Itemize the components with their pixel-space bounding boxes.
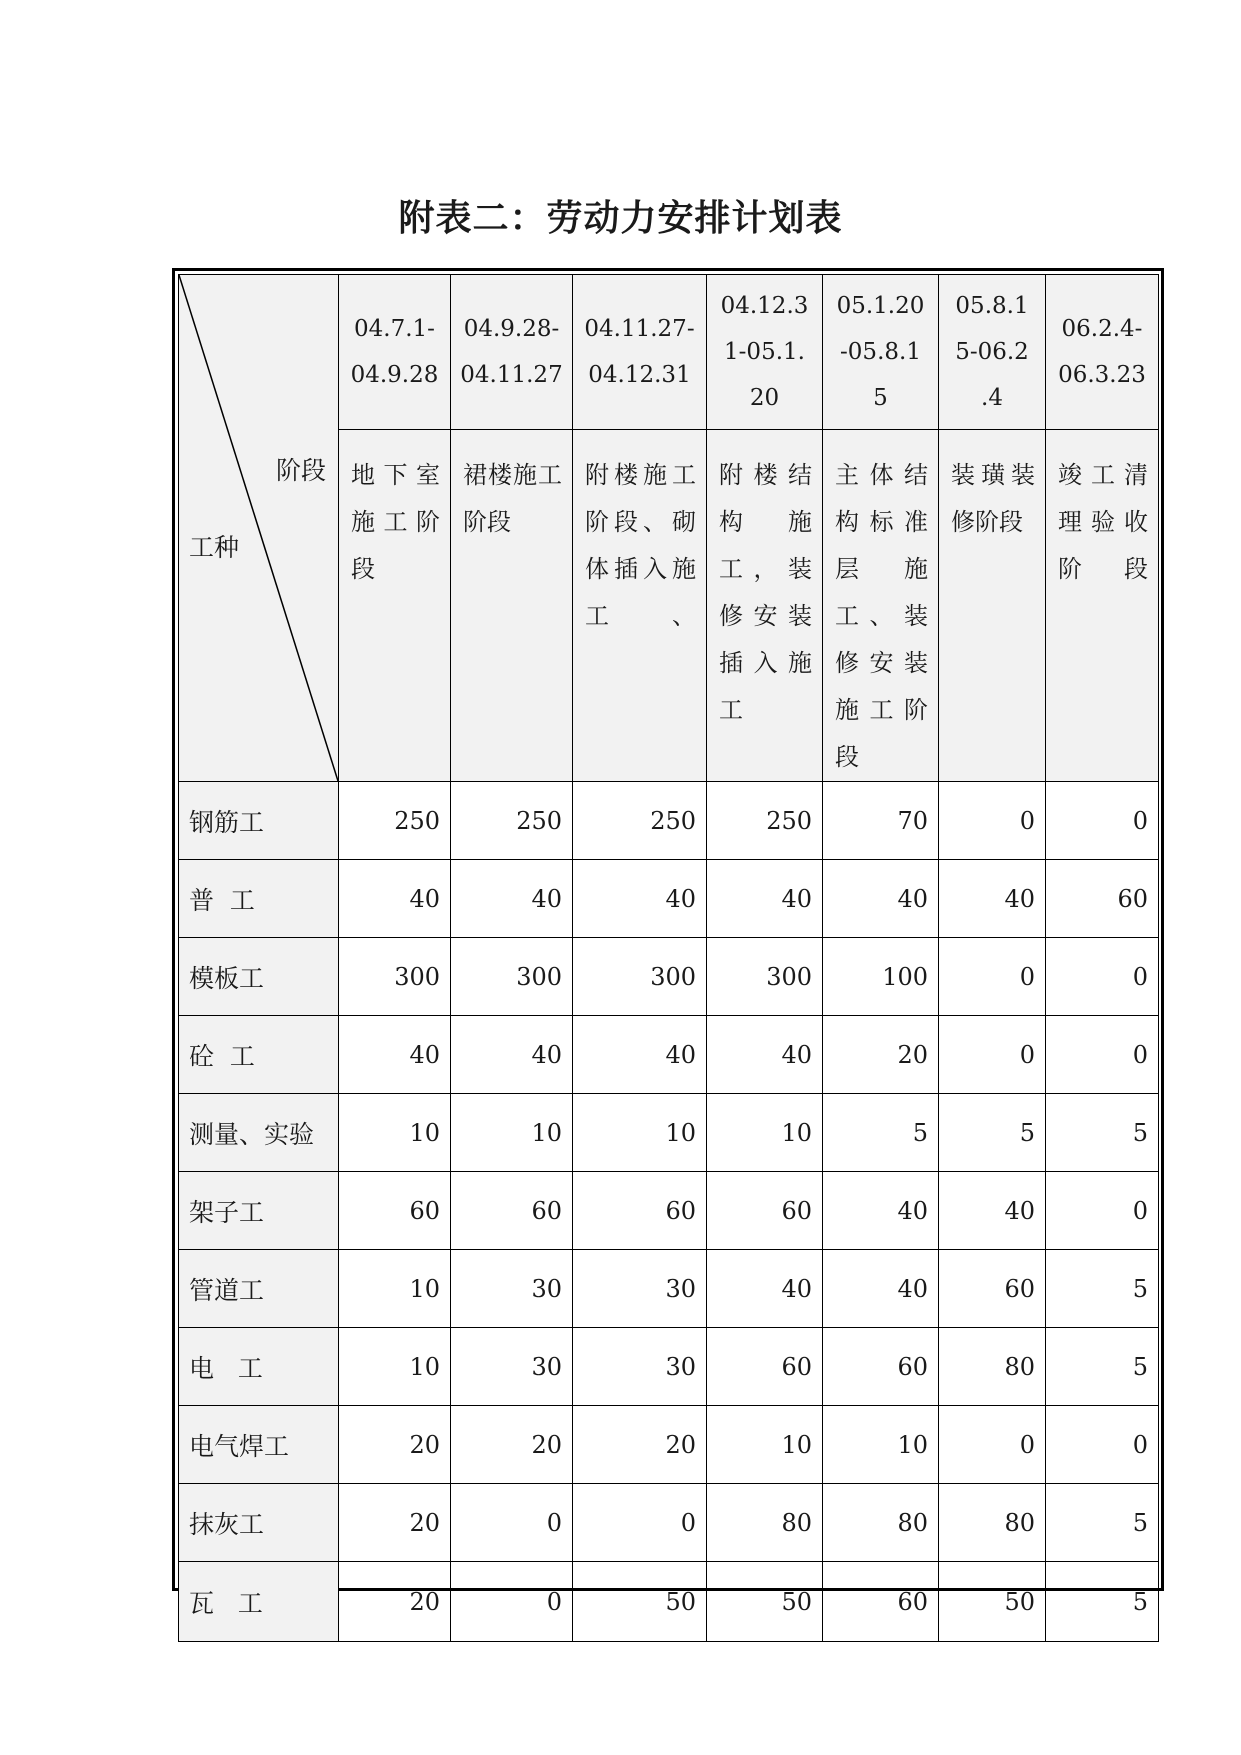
headcount-cell: 80	[707, 1484, 823, 1562]
headcount-cell: 5	[1046, 1328, 1159, 1406]
headcount-cell: 0	[1046, 938, 1159, 1016]
headcount-cell: 5	[939, 1094, 1046, 1172]
trade-name-cell: 普 工	[179, 860, 339, 938]
trade-name-cell: 测量、实验	[179, 1094, 339, 1172]
headcount-cell: 60	[707, 1172, 823, 1250]
headcount-cell: 60	[1046, 860, 1159, 938]
headcount-cell: 100	[823, 938, 939, 1016]
headcount-cell: 40	[823, 1172, 939, 1250]
headcount-cell: 30	[573, 1250, 707, 1328]
table-row	[179, 938, 1159, 1016]
headcount-cell: 250	[339, 782, 451, 860]
headcount-cell: 300	[573, 938, 707, 1016]
headcount-cell: 40	[573, 860, 707, 938]
trade-name-cell: 抹灰工	[179, 1484, 339, 1562]
trade-name-cell: 架子工	[179, 1172, 339, 1250]
headcount-cell: 0	[939, 1016, 1046, 1094]
stage-date-cell: 05.8.1 5-06.2 .4	[939, 275, 1046, 430]
headcount-cell: 300	[707, 938, 823, 1016]
table-row	[179, 1562, 1159, 1642]
headcount-cell: 10	[339, 1328, 451, 1406]
headcount-cell: 30	[451, 1250, 573, 1328]
stage-date-cell: 05.1.20 -05.8.1 5	[823, 275, 939, 430]
headcount-cell: 5	[1046, 1484, 1159, 1562]
headcount-cell: 0	[451, 1562, 573, 1642]
headcount-cell: 80	[939, 1328, 1046, 1406]
headcount-cell: 80	[823, 1484, 939, 1562]
stage-date-cell: 04.12.3 1-05.1. 20	[707, 275, 823, 430]
headcount-cell: 0	[573, 1484, 707, 1562]
headcount-cell: 40	[823, 1250, 939, 1328]
table-row	[179, 1406, 1159, 1484]
header-date-row	[179, 275, 1159, 430]
headcount-cell: 5	[1046, 1562, 1159, 1642]
stage-desc-cell: 附楼施工阶段、砌体插入施工、	[573, 430, 707, 782]
stage-desc-cell: 竣工清理验收阶段	[1046, 430, 1159, 782]
corner-trade-label: 工种	[189, 533, 240, 562]
table-row	[179, 860, 1159, 938]
headcount-cell: 70	[823, 782, 939, 860]
headcount-cell: 80	[939, 1484, 1046, 1562]
headcount-cell: 50	[573, 1562, 707, 1642]
headcount-cell: 0	[451, 1484, 573, 1562]
table-row	[179, 782, 1159, 860]
headcount-cell: 40	[451, 860, 573, 938]
headcount-cell: 0	[939, 938, 1046, 1016]
headcount-cell: 50	[939, 1562, 1046, 1642]
headcount-cell: 10	[339, 1250, 451, 1328]
headcount-cell: 300	[451, 938, 573, 1016]
labor-plan-table	[178, 274, 1159, 1642]
trade-name-cell: 瓦 工	[179, 1562, 339, 1642]
headcount-cell: 40	[707, 1250, 823, 1328]
stage-desc-cell: 主体结构标准层施工、装修安装施工阶段	[823, 430, 939, 782]
headcount-cell: 0	[1046, 1172, 1159, 1250]
headcount-cell: 60	[823, 1562, 939, 1642]
headcount-cell: 40	[573, 1016, 707, 1094]
stage-date-cell: 04.9.28- 04.11.27	[451, 275, 573, 430]
headcount-cell: 10	[707, 1406, 823, 1484]
headcount-cell: 40	[939, 1172, 1046, 1250]
headcount-cell: 30	[451, 1328, 573, 1406]
headcount-cell: 0	[1046, 1016, 1159, 1094]
headcount-cell: 5	[1046, 1094, 1159, 1172]
trade-name-cell: 钢筋工	[179, 782, 339, 860]
headcount-cell: 10	[451, 1094, 573, 1172]
headcount-cell: 40	[823, 860, 939, 938]
headcount-cell: 50	[707, 1562, 823, 1642]
headcount-cell: 20	[823, 1016, 939, 1094]
table-row	[179, 1016, 1159, 1094]
headcount-cell: 20	[339, 1406, 451, 1484]
headcount-cell: 60	[823, 1328, 939, 1406]
headcount-cell: 5	[823, 1094, 939, 1172]
headcount-cell: 40	[339, 1016, 451, 1094]
headcount-cell: 250	[573, 782, 707, 860]
table-row	[179, 1094, 1159, 1172]
headcount-cell: 250	[707, 782, 823, 860]
headcount-cell: 30	[573, 1328, 707, 1406]
headcount-cell: 300	[339, 938, 451, 1016]
table-row	[179, 1250, 1159, 1328]
headcount-cell: 40	[451, 1016, 573, 1094]
headcount-cell: 60	[707, 1328, 823, 1406]
stage-desc-cell: 地下室施工阶段	[339, 430, 451, 782]
headcount-cell: 40	[707, 860, 823, 938]
trade-name-cell: 模板工	[179, 938, 339, 1016]
headcount-cell: 60	[573, 1172, 707, 1250]
table-row	[179, 1484, 1159, 1562]
headcount-cell: 250	[451, 782, 573, 860]
headcount-cell: 10	[573, 1094, 707, 1172]
table-row	[179, 1328, 1159, 1406]
stage-date-cell: 06.2.4- 06.3.23	[1046, 275, 1159, 430]
headcount-cell: 60	[451, 1172, 573, 1250]
headcount-cell: 60	[339, 1172, 451, 1250]
headcount-cell: 5	[1046, 1250, 1159, 1328]
headcount-cell: 20	[573, 1406, 707, 1484]
headcount-cell: 20	[339, 1484, 451, 1562]
headcount-cell: 20	[339, 1562, 451, 1642]
stage-date-cell: 04.11.27- 04.12.31	[573, 275, 707, 430]
stage-date-cell: 04.7.1- 04.9.28	[339, 275, 451, 430]
headcount-cell: 40	[707, 1016, 823, 1094]
headcount-cell: 40	[939, 860, 1046, 938]
headcount-cell: 60	[939, 1250, 1046, 1328]
diagonal-corner-cell	[179, 275, 339, 782]
headcount-cell: 40	[339, 860, 451, 938]
headcount-cell: 10	[339, 1094, 451, 1172]
headcount-cell: 10	[823, 1406, 939, 1484]
stage-desc-cell: 附楼结构施工，装修安装插入施工	[707, 430, 823, 782]
headcount-cell: 20	[451, 1406, 573, 1484]
trade-name-cell: 电气焊工	[179, 1406, 339, 1484]
trade-name-cell: 管道工	[179, 1250, 339, 1328]
stage-desc-cell: 裙楼施工阶段	[451, 430, 573, 782]
headcount-cell: 10	[707, 1094, 823, 1172]
trade-name-cell: 砼 工	[179, 1016, 339, 1094]
headcount-cell: 0	[1046, 1406, 1159, 1484]
stage-desc-cell: 装璜装修阶段	[939, 430, 1046, 782]
page-title: 附表二：劳动力安排计划表	[398, 198, 843, 239]
headcount-cell: 0	[939, 782, 1046, 860]
corner-stage-label: 阶段	[275, 456, 326, 485]
headcount-cell: 0	[939, 1406, 1046, 1484]
table-row	[179, 1172, 1159, 1250]
headcount-cell: 0	[1046, 782, 1159, 860]
trade-name-cell: 电 工	[179, 1328, 339, 1406]
